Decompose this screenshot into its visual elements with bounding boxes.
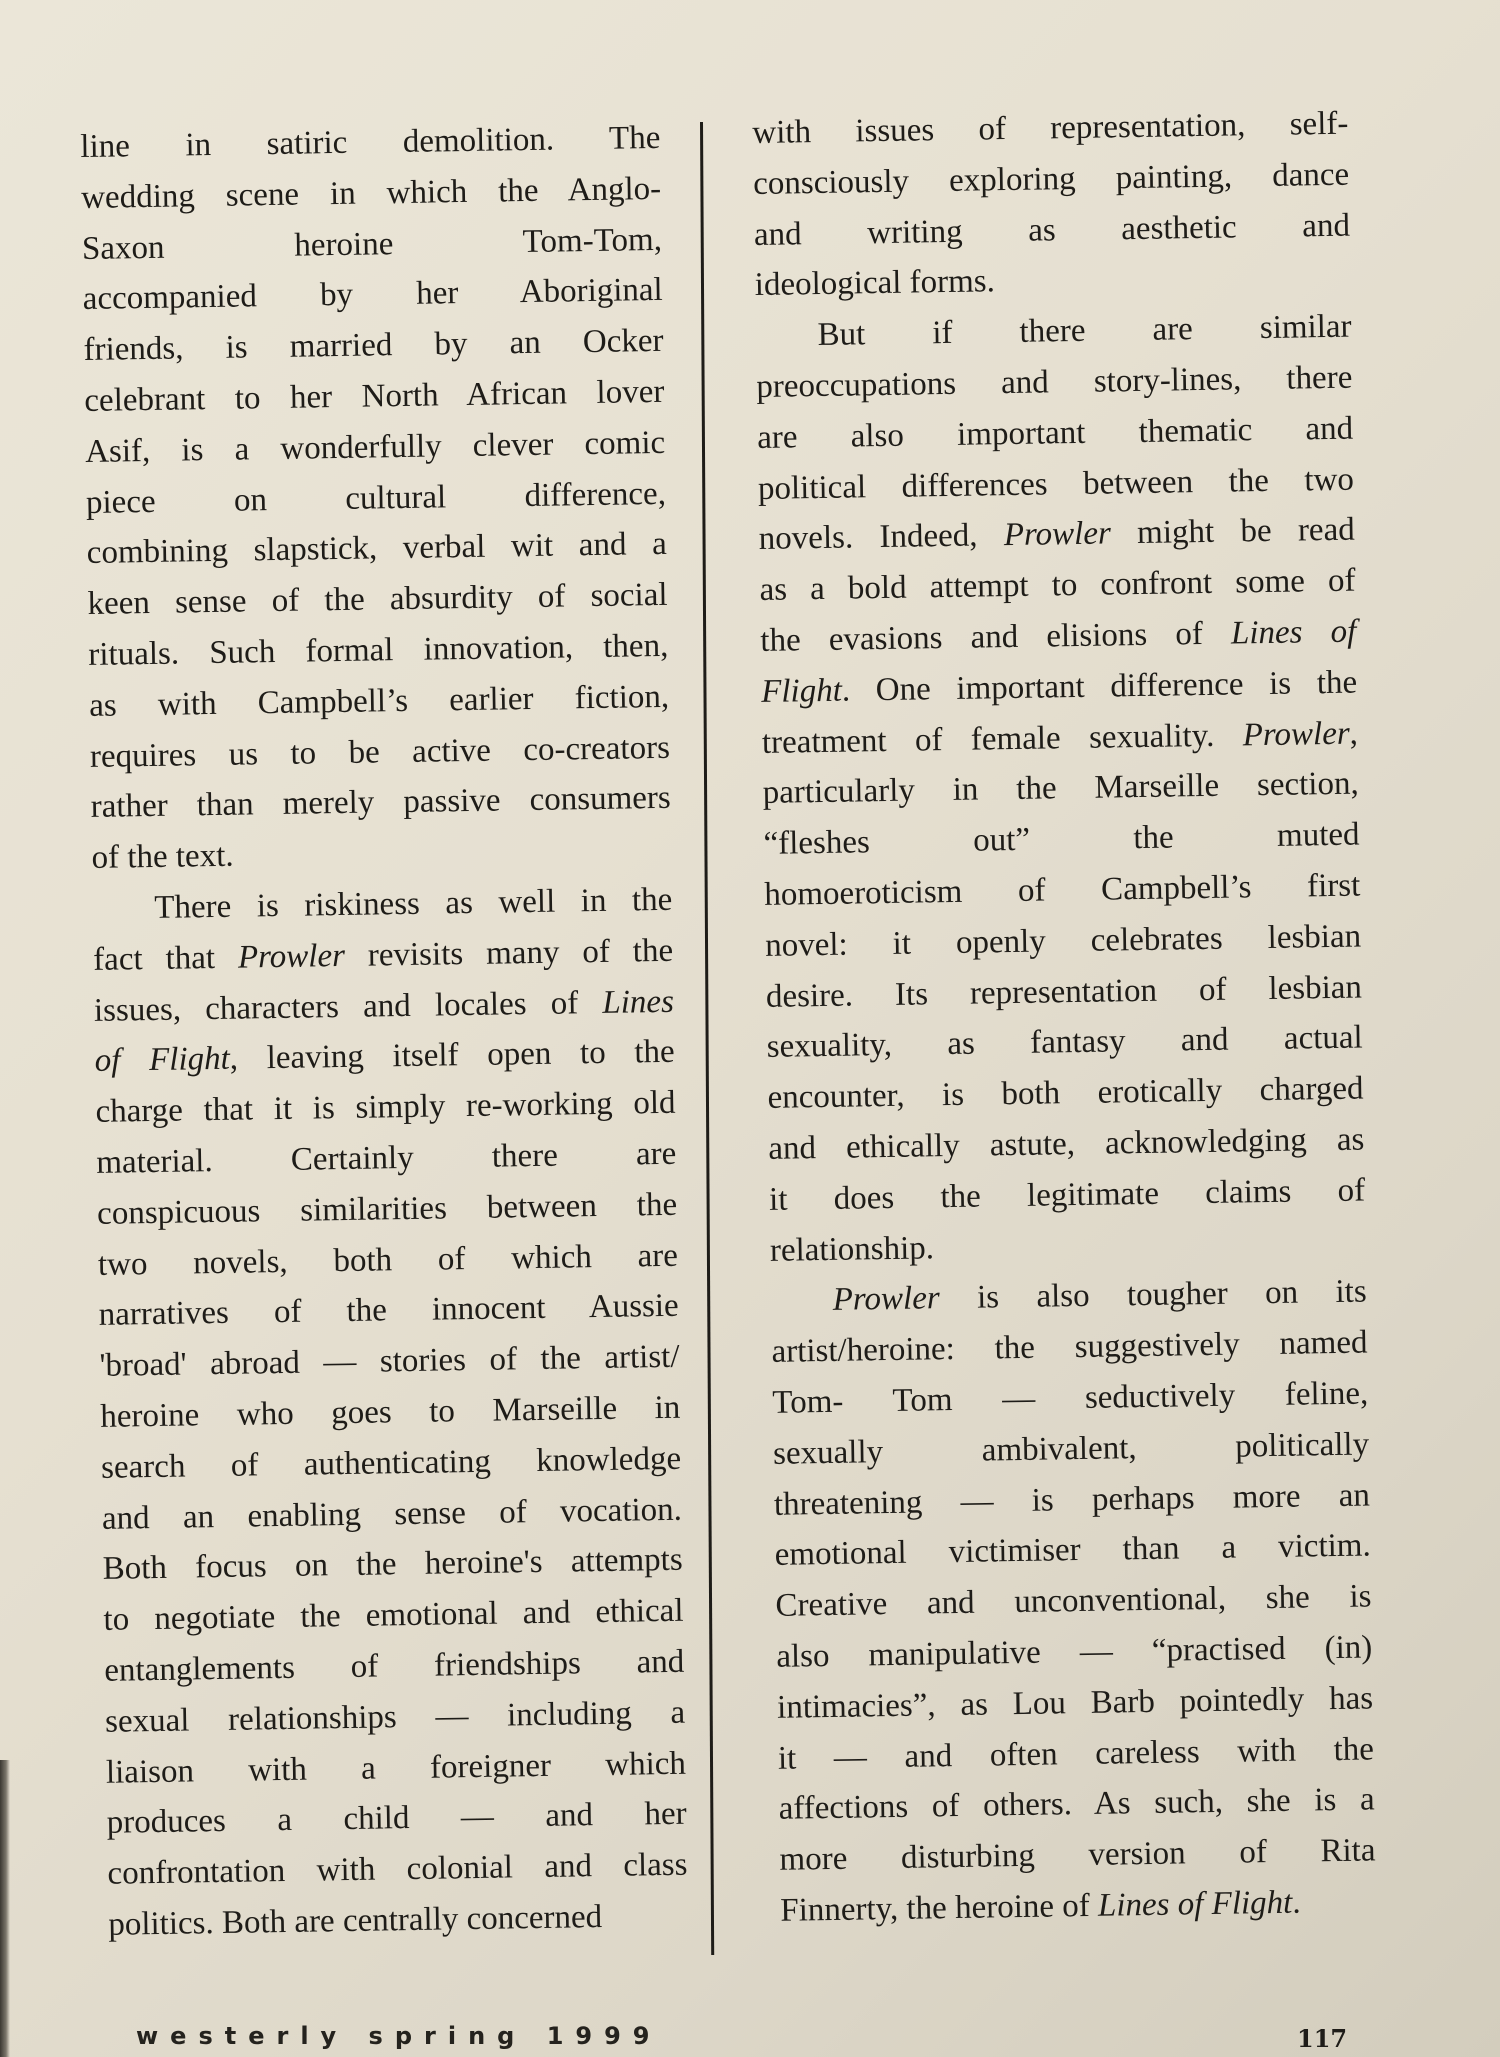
running-footer-journal: westerly spring 1999 bbox=[136, 2022, 662, 2050]
text-segment: might be read bbox=[1110, 511, 1355, 552]
text-line: threatening — is perhaps more an bbox=[773, 1476, 1371, 1523]
text-line: 'broad' abroad — stories of the artist/ bbox=[99, 1338, 680, 1384]
text-line: heroine who goes to Marseille in bbox=[100, 1389, 681, 1435]
text-line: affections of others. As such, she is a bbox=[778, 1781, 1375, 1828]
text-line: rather than merely passive consumers bbox=[90, 780, 671, 826]
text-line: of the text. bbox=[91, 837, 234, 877]
text-line: keen sense of the absurdity of social bbox=[87, 577, 668, 623]
left-column bbox=[80, 113, 689, 1951]
text-line: accompanied by her Aboriginal bbox=[82, 272, 663, 318]
text-line: as a bold attempt to confront some of bbox=[759, 562, 1356, 609]
text-line: and ethically astute, acknowledging as bbox=[768, 1121, 1365, 1167]
text-segment: , leaving itself open to the bbox=[229, 1034, 675, 1078]
text-line: line in satiric demolition. The bbox=[80, 119, 661, 165]
text-segment: is also tougher on its bbox=[939, 1273, 1367, 1317]
right-column bbox=[752, 99, 1377, 1937]
text-line: There is riskiness as well in the bbox=[154, 881, 673, 926]
text-line: conspicuous similarities between the bbox=[96, 1186, 678, 1232]
text-line: entanglements of friendships and bbox=[104, 1643, 685, 1689]
text-line: and writing as aesthetic and bbox=[753, 207, 1351, 253]
text-line: rituals. Such formal innovation, then, bbox=[88, 627, 669, 673]
text-line: it — and often careless with the bbox=[777, 1730, 1375, 1777]
text-line: emotional victimiser than a victim. bbox=[774, 1527, 1371, 1574]
italic-title: Lines of bbox=[1230, 613, 1357, 652]
text-line: desire. Its representation of lesbian bbox=[765, 969, 1363, 1015]
italic-title: Prowler bbox=[1003, 515, 1112, 554]
text-line: it does the legitimate claims of bbox=[768, 1172, 1366, 1218]
text-line bbox=[760, 607, 1357, 667]
text-line: produces a child — and her bbox=[106, 1795, 687, 1842]
text-segment: treatment of female sexuality. bbox=[761, 716, 1243, 761]
italic-title: Flight bbox=[760, 672, 843, 710]
text-line: search of authenticating knowledge bbox=[100, 1440, 682, 1486]
page-number: 117 bbox=[1297, 2024, 1348, 2053]
text-line: artist/heroine: the suggestively named bbox=[771, 1324, 1368, 1370]
text-line: sexual relationships — including a bbox=[104, 1694, 686, 1740]
text-line: But if there are similar bbox=[817, 308, 1352, 354]
italic-title: Lines of Flight bbox=[1097, 1884, 1293, 1924]
text-line: with issues of representation, self- bbox=[752, 105, 1349, 151]
text-line bbox=[94, 976, 675, 1036]
text-segment: issues, characters and locales of bbox=[93, 984, 603, 1029]
text-segment: the evasions and elisions of bbox=[760, 615, 1232, 659]
text-line: material. Certainly there are bbox=[96, 1135, 677, 1181]
text-line: liaison with a foreigner which bbox=[105, 1745, 687, 1791]
text-line: “fleshes out” the muted bbox=[763, 816, 1360, 863]
text-line: particularly in the Marseille section, bbox=[762, 765, 1359, 812]
text-line: Tom- Tom — seductively feline, bbox=[772, 1375, 1369, 1421]
text-line: ideological forms. bbox=[754, 263, 996, 304]
text-segment: . One important difference is the bbox=[841, 664, 1358, 709]
text-line bbox=[761, 657, 1358, 717]
text-line: wedding scene in which the Anglo- bbox=[80, 170, 662, 216]
text-line: political differences between the two bbox=[757, 461, 1355, 507]
italic-title: Prowler bbox=[832, 1280, 940, 1319]
text-line: sexuality, as fantasy and actual bbox=[766, 1019, 1363, 1066]
text-line: preoccupations and story-lines, there bbox=[756, 359, 1353, 405]
text-line: also manipulative — “practised (in) bbox=[776, 1629, 1373, 1675]
text-line bbox=[94, 1027, 675, 1087]
text-line: piece on cultural difference, bbox=[85, 475, 667, 521]
text-segment: , bbox=[1349, 715, 1359, 752]
text-segment: fact that bbox=[92, 939, 239, 978]
text-line: encounter, is both erotically charged bbox=[767, 1070, 1364, 1117]
text-segment: novels. Indeed, bbox=[758, 517, 1005, 558]
text-line: requires us to be active co-creators bbox=[89, 729, 671, 775]
text-line: friends, is married by an Ocker bbox=[83, 323, 664, 369]
text-line: as with Campbell’s earlier fiction, bbox=[88, 678, 670, 724]
text-line: Asif, is a wonderfully clever comic bbox=[84, 424, 666, 470]
text-line: to negotiate the emotional and ethical bbox=[103, 1592, 684, 1638]
text-line: novel: it openly celebrates lesbian bbox=[764, 918, 1362, 964]
text-line: Both focus on the heroine's attempts bbox=[102, 1542, 683, 1588]
text-line: narratives of the innocent Aussie bbox=[98, 1288, 679, 1334]
text-line: more disturbing version of Rita bbox=[779, 1832, 1376, 1878]
text-line bbox=[770, 1267, 1367, 1327]
text-line: and an enabling sense of vocation. bbox=[101, 1491, 683, 1537]
text-line: relationship. bbox=[769, 1229, 935, 1269]
text-line: politics. Both are centrally concerned bbox=[108, 1898, 603, 1943]
text-line: are also important thematic and bbox=[756, 410, 1354, 456]
text-line: charge that it is simply re-working old bbox=[95, 1084, 676, 1131]
text-line: confrontation with colonial and class bbox=[107, 1846, 688, 1892]
text-line bbox=[93, 926, 674, 986]
text-line: homoeroticism of Campbell’s first bbox=[764, 867, 1361, 913]
text-line bbox=[758, 505, 1355, 565]
italic-title: Prowler bbox=[1242, 715, 1350, 753]
text-line: two novels, both of which are bbox=[97, 1237, 679, 1283]
italic-title: of Flight bbox=[94, 1041, 231, 1080]
text-line bbox=[780, 1876, 1377, 1936]
text-line: sexually ambivalent, politically bbox=[772, 1426, 1370, 1472]
text-segment: . bbox=[1292, 1884, 1301, 1921]
text-line: Saxon heroine Tom-Tom, bbox=[81, 221, 663, 267]
text-line: intimacies”, as Lou Barb pointedly has bbox=[776, 1680, 1374, 1726]
text-line: celebrant to her North African lover bbox=[84, 373, 665, 419]
text-line bbox=[762, 708, 1359, 768]
book-spine-shadow bbox=[0, 1760, 10, 2057]
text-line: Creative and unconventional, she is bbox=[775, 1578, 1372, 1624]
text-segment: Finnerty, the heroine of bbox=[780, 1887, 1099, 1929]
italic-title: Lines bbox=[602, 983, 675, 1021]
text-line: consciously exploring painting, dance bbox=[752, 156, 1350, 202]
italic-title: Prowler bbox=[237, 937, 346, 976]
text-segment: revisits many of the bbox=[344, 932, 674, 974]
text-line: combining slapstick, verbal wit and a bbox=[86, 526, 667, 572]
column-divider bbox=[700, 122, 714, 1955]
